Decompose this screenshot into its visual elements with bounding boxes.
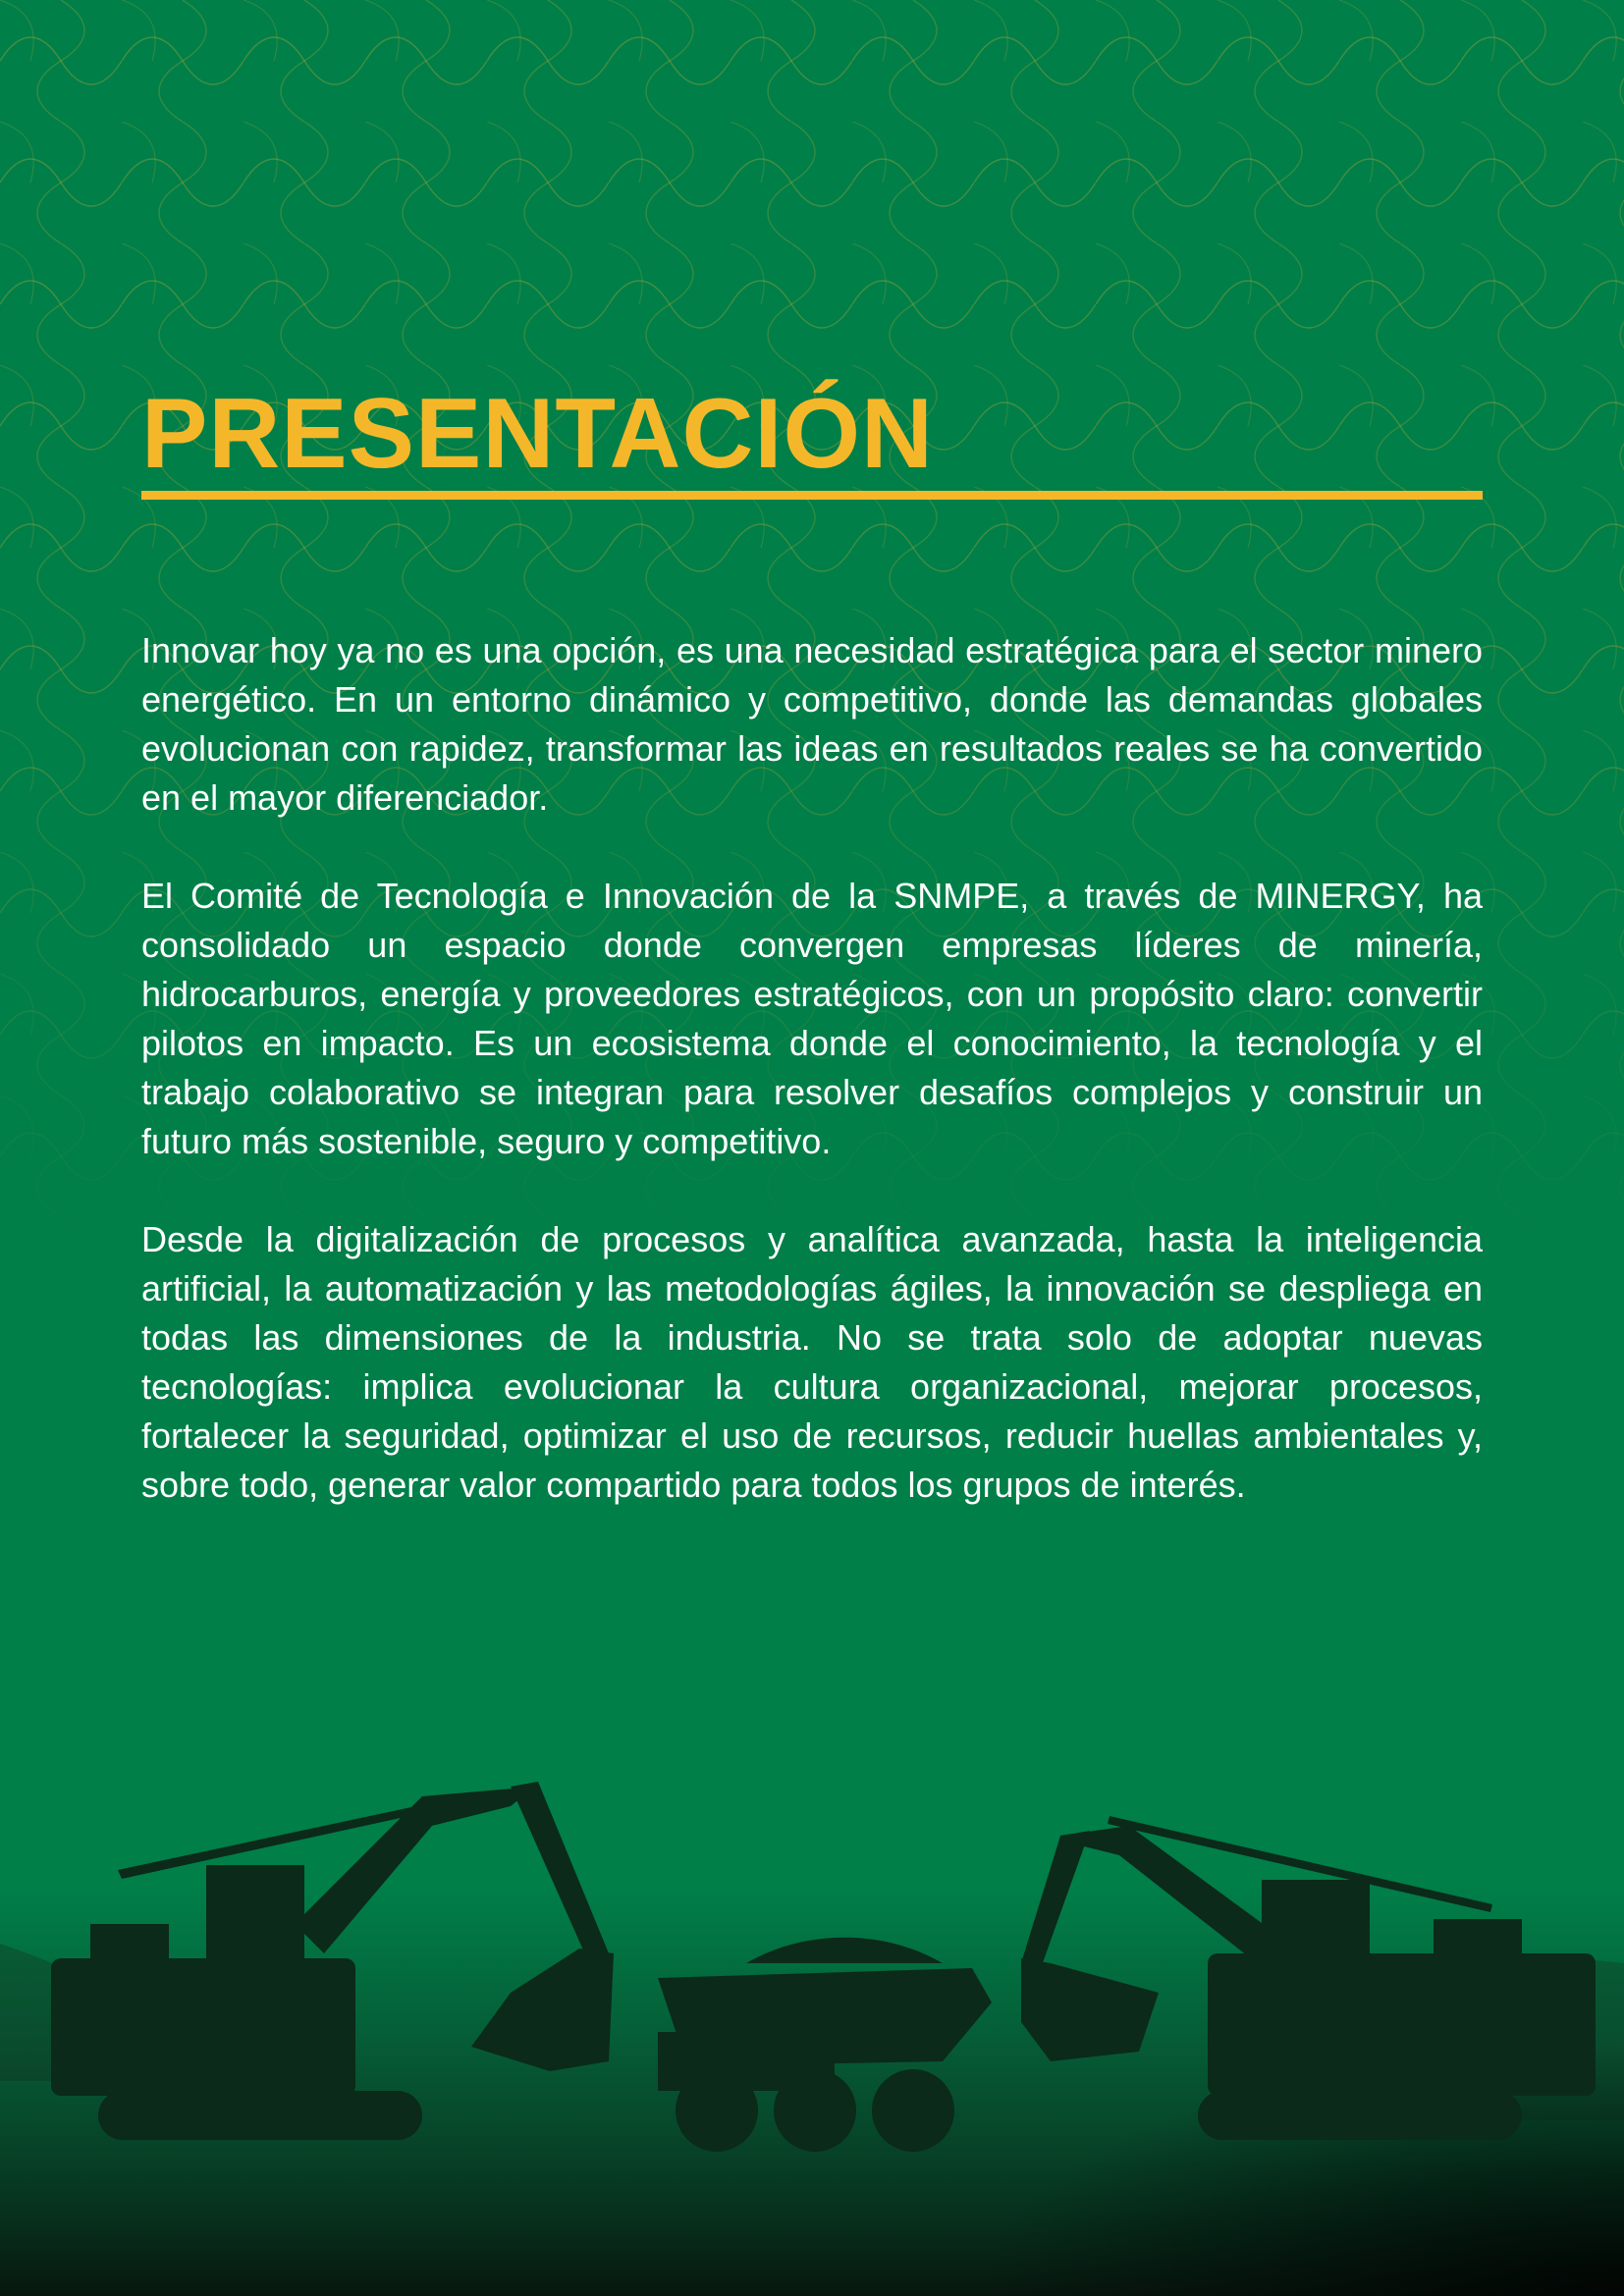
paragraph-3: Desde la digitalización de procesos y analítica avanzada, hasta la inteligencia artificial, la automatización y las metodologías ágiles, la innovación se despliega en todas las dimensiones de la industria. No se trata solo de adoptar nuevas tecnologías: implica evolucionar la cultura organizacional, mejorar procesos, fortalecer la seguridad, optimizar el uso de recursos, reducir huellas ambientales y, sobre todo, generar valor compartido para todos los grupos de interés. xyxy=(141,1219,1483,1505)
mining-machinery-silhouette xyxy=(0,1669,1624,2296)
title-underline xyxy=(141,491,1483,500)
paragraph-2: El Comité de Tecnología e Innovación de la SNMPE, a través de MINERGY, ha consolidado un espacio donde convergen empresas líderes de minería, hidrocarburos, energía y proveedores estratégicos, con un propósito claro: convertir pilotos en impacto. Es un ecosistema donde el conocimiento, la tecnología y el trabajo colaborativo se integran para resolver desafíos complejos y construir un futuro más sostenible, seguro y competitivo. xyxy=(141,876,1483,1161)
page-title: PRESENTACIÓN xyxy=(141,379,934,489)
body-text xyxy=(141,626,1483,1559)
paragraph-1: Innovar hoy ya no es una opción, es una necesidad estratégica para el sector minero energético. En un entorno dinámico y competitivo, donde las demandas globales evolucionan con rapidez, transformar las ideas en resultados reales se ha convertido en el mayor diferenciador. xyxy=(141,630,1483,818)
